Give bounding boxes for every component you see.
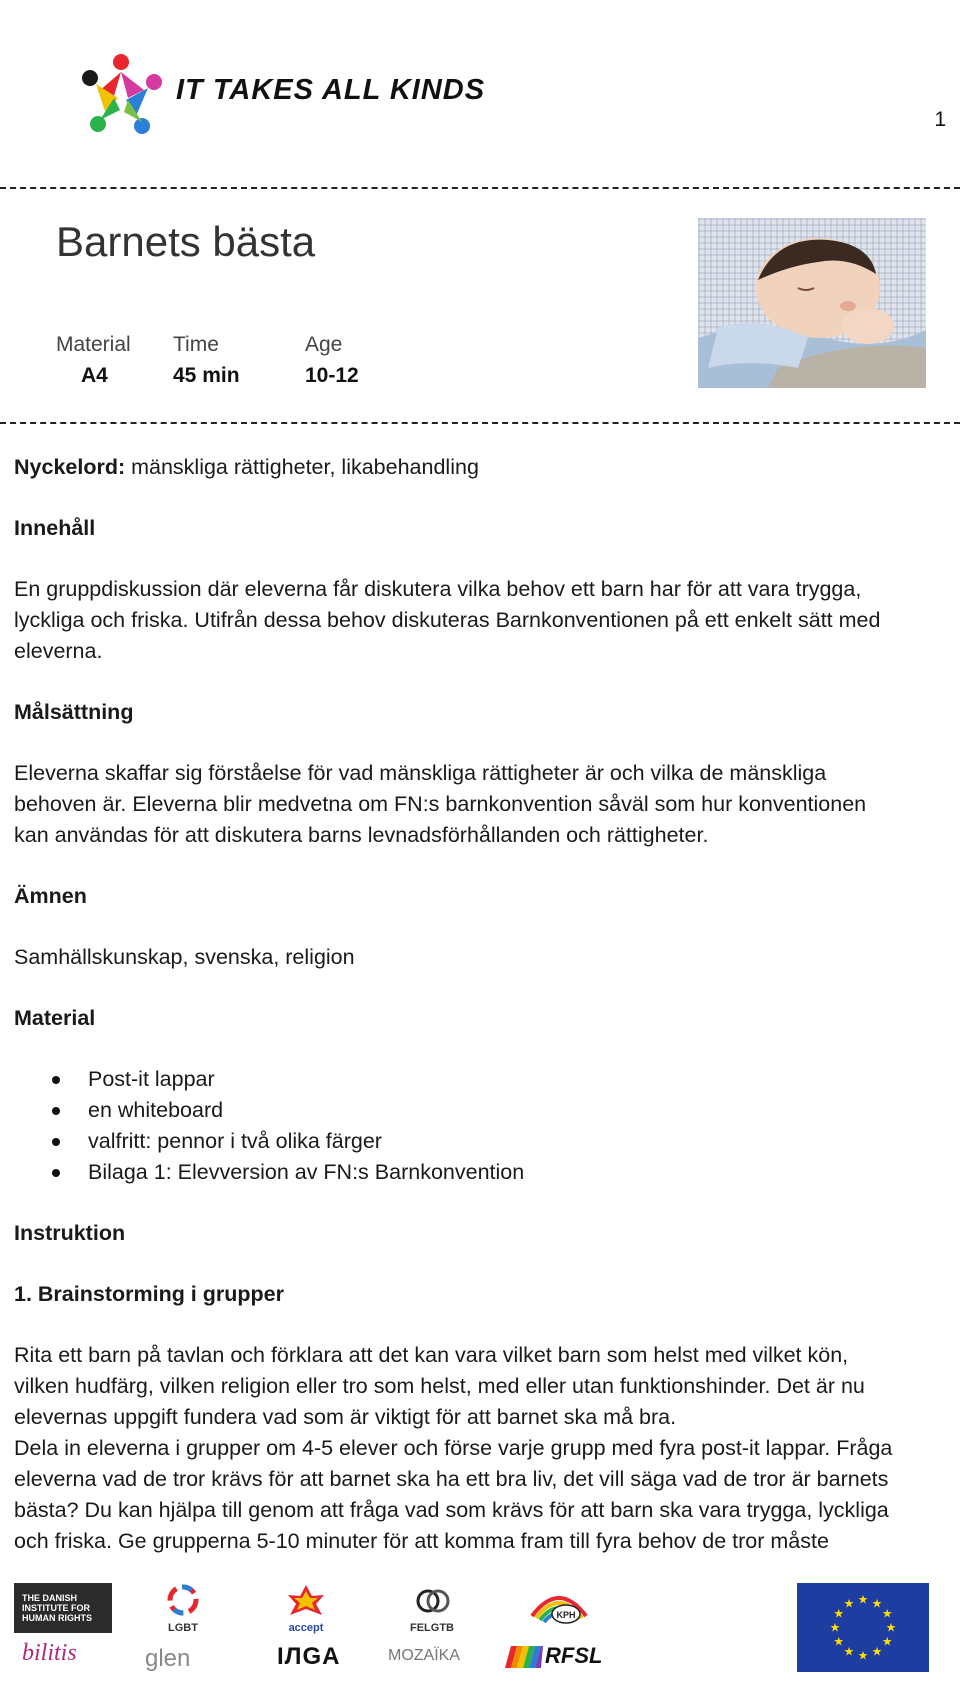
step1-line: vilken hudfärg, vilken religion eller tro som helst, med eller utan funktionshinder. Det är nu [14,1374,865,1398]
keywords-label: Nyckelord: [14,455,126,479]
meta-value-time: 45 min [173,364,240,387]
bullet-icon [52,1076,60,1084]
glen-logo: glen [145,1645,191,1672]
ilga-logo: IЛGA [277,1643,341,1670]
heading-innehall: Innehåll [14,516,96,540]
heading-malsattning: Målsättning [14,700,134,724]
accept-logo [276,1583,336,1635]
list-item-label: Post-it lappar [88,1067,215,1091]
felgtb-label: FELGTB [410,1622,454,1634]
goal-line: kan användas för att diskutera barns levnadsförhållanden och rättigheter. [14,823,709,847]
list-item [88,1064,944,1095]
meta-label-material: Material [56,333,131,356]
heading-step1: 1. Brainstorming i grupper [14,1282,284,1306]
mozaika-logo: MOZAÏKA [388,1647,461,1664]
rainbow-ring-icon [152,1583,214,1617]
accept-star-icon [276,1583,336,1617]
eu-star-icon: ★ [881,1634,893,1649]
lesson-content [14,452,944,1557]
eu-star-icon: ★ [843,1644,855,1659]
heading-material: Material [14,1006,96,1030]
eu-star-icon: ★ [833,1606,845,1621]
eu-stars-icon [797,1583,929,1672]
keywords-line [14,452,944,483]
step1-line: Rita ett barn på tavlan och förklara att det kan vara vilket barn som helst med vilket kön, [14,1343,849,1367]
sleeping-baby-photo [698,218,926,388]
rfsl-rainbow-icon [505,1646,543,1668]
felgtb-logo [402,1583,462,1635]
eu-flag [797,1583,929,1672]
eu-star-icon: ★ [857,1592,869,1607]
eu-star-icon: ★ [857,1648,869,1663]
eu-star-icon: ★ [833,1634,845,1649]
eu-star-icon: ★ [871,1644,883,1659]
eu-star-icon: ★ [871,1596,883,1611]
keywords-text: mänskliga rättigheter, likabehandling [125,455,479,479]
step1-line: bästa? Du kan hjälpa till genom att fråga vad som krävs för att barn ska vara trygga, lyckliga [14,1498,889,1522]
lesson-title: Barnets bästa [56,218,316,265]
goal-line: Eleverna skaffar sig förståelse för vad mänskliga rättigheter är och vilka de mänskliga [14,761,827,785]
title-divider [0,422,960,424]
step1-line: eleverna vad de tror krävs för att barnet ska ha ett bra liv, det vill säga vad de tror är barnets [14,1467,889,1491]
content-line: lyckliga och friska. Utifrån dessa behov diskuteras Barnkonventionen på ett enkelt sätt med [14,608,881,632]
eu-star-icon: ★ [829,1620,841,1635]
meta-label-age: Age [305,333,343,356]
kph-label: KPH [556,1610,576,1620]
list-item-label: Bilaga 1: Elevversion av FN:s Barnkonvention [88,1160,525,1184]
step1-line: och friska. Ge grupperna 5-10 minuter för att komma fram till fyra behov de tror måste [14,1529,829,1553]
accept-label: accept [288,1622,324,1634]
material-list [14,1064,944,1188]
list-item [88,1095,944,1126]
list-item [88,1157,944,1188]
it-takes-all-kinds-logo-icon [78,52,164,138]
lgbt-label: LGBT [168,1622,198,1634]
eu-star-icon: ★ [843,1596,855,1611]
bilitis-logo: bilitis [22,1640,77,1666]
bullet-icon [52,1169,60,1177]
eu-star-icon: ★ [881,1606,893,1621]
bullet-icon [52,1107,60,1115]
rfsl-label: RFSL [545,1643,603,1668]
heading-amnen: Ämnen [14,884,87,908]
content-line: eleverna. [14,639,103,663]
goal-line: behoven är. Eleverna blir medvetna om FN:s barnkonvention såväl som hur konventionen [14,792,867,816]
danish-line: HUMAN RIGHTS [22,1613,92,1623]
list-item [88,1126,944,1157]
list-item-label: en whiteboard [88,1098,224,1122]
bullet-icon [52,1138,60,1146]
eu-star-icon: ★ [885,1620,897,1635]
meta-label-time: Time [173,333,219,356]
danish-institute-logo [14,1583,112,1633]
step1-line: Dela in eleverna i grupper om 4-5 elever och förse varje grupp med fyra post-it lappar. Fråga [14,1436,893,1460]
logo-text: IT TAKES ALL KINDS [176,74,486,106]
heading-instruktion: Instruktion [14,1221,126,1245]
meta-value-material: A4 [81,364,108,387]
subjects-text: Samhällskunskap, svenska, religion [14,945,355,969]
list-item-label: valfritt: pennor i två olika färger [88,1129,382,1153]
kph-logo [526,1586,592,1634]
rfsl-logo [505,1643,615,1673]
felgtb-rings-icon [402,1583,462,1617]
lgbt-danmark-logo [152,1583,214,1633]
kph-rainbow-icon [526,1586,592,1634]
content-line: En gruppdiskussion där eleverna får diskutera vilka behov ett barn har för att vara trygga, [14,577,862,601]
step1-line: elevernas uppgift fundera vad som är viktigt för att barnet ska må bra. [14,1405,677,1429]
danish-line: THE DANISH [22,1593,78,1603]
header-divider [0,187,960,189]
danish-line: INSTITUTE FOR [22,1603,90,1613]
page-number: 1 [934,108,946,131]
meta-value-age: 10-12 [305,364,359,387]
